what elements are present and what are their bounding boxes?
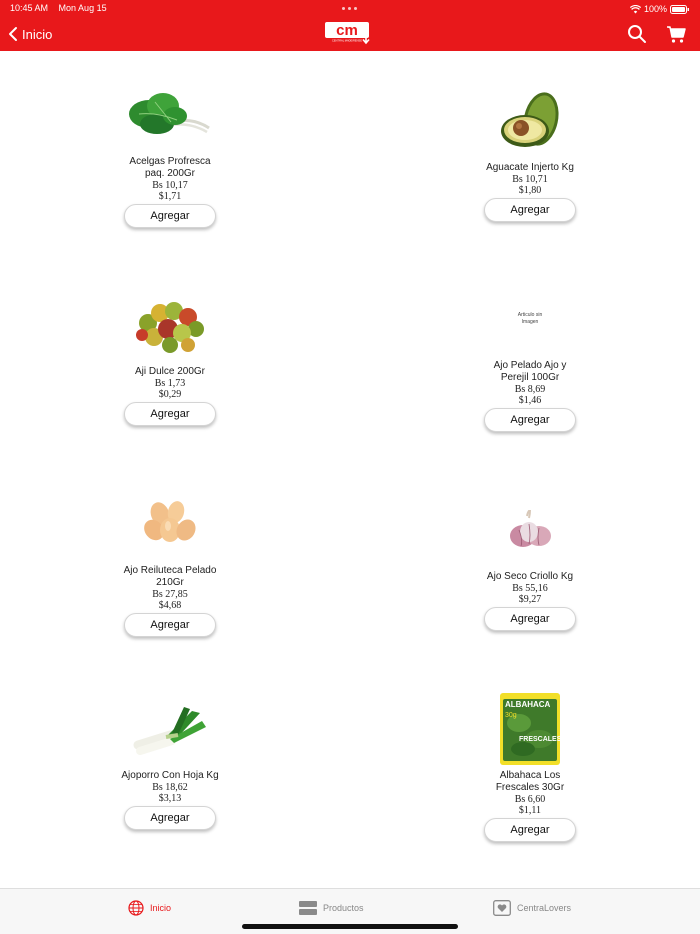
product-name: Ajoporro Con Hoja Kg xyxy=(121,770,219,781)
price-usd: $0,29 xyxy=(158,389,182,400)
price-usd: $1,80 xyxy=(518,185,542,196)
price-bs: Bs 55,16 xyxy=(512,583,548,594)
avocado-image xyxy=(495,89,565,153)
price-usd: $3,13 xyxy=(158,793,182,804)
price-bs: Bs 8,69 xyxy=(514,384,546,395)
price-bs: Bs 10,71 xyxy=(512,174,548,185)
leek-image xyxy=(130,701,210,757)
price-bs: Bs 6,60 xyxy=(514,794,546,805)
product-image-placeholder[interactable] xyxy=(485,284,575,354)
price-bs: Bs 1,73 xyxy=(154,378,186,389)
package-brand: FRESCALES xyxy=(519,736,561,743)
status-date: Mon Aug 15 xyxy=(58,3,107,13)
wifi-icon xyxy=(630,5,641,14)
peeled-garlic-image xyxy=(140,496,200,552)
list-icon xyxy=(299,900,317,916)
package-label: ALBAHACA xyxy=(505,700,551,709)
chard-image xyxy=(127,84,213,146)
product-name: Aguacate Injerto Kg xyxy=(486,162,574,173)
product-card xyxy=(440,284,620,432)
product-name: Albahaca Los Frescales 30Gr xyxy=(495,770,565,793)
add-to-cart-button[interactable]: Agregar xyxy=(484,198,576,222)
home-indicator[interactable] xyxy=(242,924,458,929)
product-card xyxy=(440,495,620,631)
add-to-cart-button[interactable]: Agregar xyxy=(124,402,216,426)
product-card xyxy=(80,694,260,830)
battery-percent: 100% xyxy=(643,4,667,14)
battery-icon xyxy=(670,5,690,14)
add-to-cart-button[interactable]: Agregar xyxy=(484,408,576,432)
product-name: Ajo Seco Criollo Kg xyxy=(486,571,574,582)
sweet-peppers-image xyxy=(130,293,210,357)
cart-icon[interactable] xyxy=(666,24,686,44)
tab-centralovers[interactable] xyxy=(493,900,571,916)
tab-inicio[interactable] xyxy=(128,900,171,916)
status-bar-left xyxy=(10,3,115,15)
product-image[interactable] xyxy=(125,489,215,559)
add-to-cart-button[interactable]: Agregar xyxy=(124,613,216,637)
no-image-text: Articulo sin Imagen xyxy=(517,312,543,325)
globe-icon xyxy=(128,900,144,916)
top-nav-bar xyxy=(0,0,700,51)
chevron-left-icon xyxy=(8,26,18,42)
product-name: Ajo Reiluteca Pelado 210Gr xyxy=(123,565,217,588)
price-bs: Bs 27,85 xyxy=(152,589,188,600)
package-weight: 30g xyxy=(505,712,517,719)
price-bs: Bs 18,62 xyxy=(152,782,188,793)
price-usd: $9,27 xyxy=(518,594,542,605)
product-card xyxy=(440,86,620,222)
garlic-image xyxy=(505,510,555,550)
tab-label: Inicio xyxy=(150,903,172,913)
back-button[interactable] xyxy=(8,24,52,44)
product-card xyxy=(80,489,260,637)
price-usd: $1,71 xyxy=(158,191,182,202)
product-image[interactable] xyxy=(485,495,575,565)
logo-subtext: CENTRAL MADEIRENSE xyxy=(332,39,362,43)
product-image[interactable] xyxy=(125,290,215,360)
product-card xyxy=(80,80,260,228)
add-to-cart-button[interactable]: Agregar xyxy=(124,806,216,830)
add-to-cart-button[interactable]: Agregar xyxy=(124,204,216,228)
status-time: 10:45 AM xyxy=(10,3,49,13)
price-usd: $1,11 xyxy=(518,805,542,816)
product-card xyxy=(80,290,260,426)
product-card xyxy=(440,694,620,842)
back-label: Inicio xyxy=(22,26,53,42)
add-to-cart-button[interactable]: Agregar xyxy=(484,818,576,842)
product-name: Ajo Pelado Ajo y Perejil 100Gr xyxy=(493,360,567,383)
product-name: Acelgas Profresca paq. 200Gr xyxy=(129,156,211,179)
basil-package-image xyxy=(499,693,561,765)
tab-label: Productos xyxy=(323,903,364,913)
price-usd: $1,46 xyxy=(518,395,542,406)
logo-text: cm xyxy=(336,22,358,39)
add-to-cart-button[interactable]: Agregar xyxy=(484,607,576,631)
heart-icon xyxy=(493,900,511,916)
tab-label: CentraLovers xyxy=(517,903,572,913)
product-image[interactable] xyxy=(485,86,575,156)
product-name: Aji Dulce 200Gr xyxy=(134,366,206,377)
price-usd: $4,68 xyxy=(158,600,182,611)
product-image[interactable] xyxy=(485,694,575,764)
price-bs: Bs 10,17 xyxy=(152,180,188,191)
product-image[interactable] xyxy=(125,694,215,764)
multitasking-dots[interactable] xyxy=(342,7,357,10)
product-image[interactable] xyxy=(125,80,215,150)
status-bar-right xyxy=(630,3,690,15)
search-icon[interactable] xyxy=(627,24,647,44)
tab-productos[interactable] xyxy=(299,900,364,916)
central-madeirense-logo[interactable] xyxy=(324,20,374,46)
